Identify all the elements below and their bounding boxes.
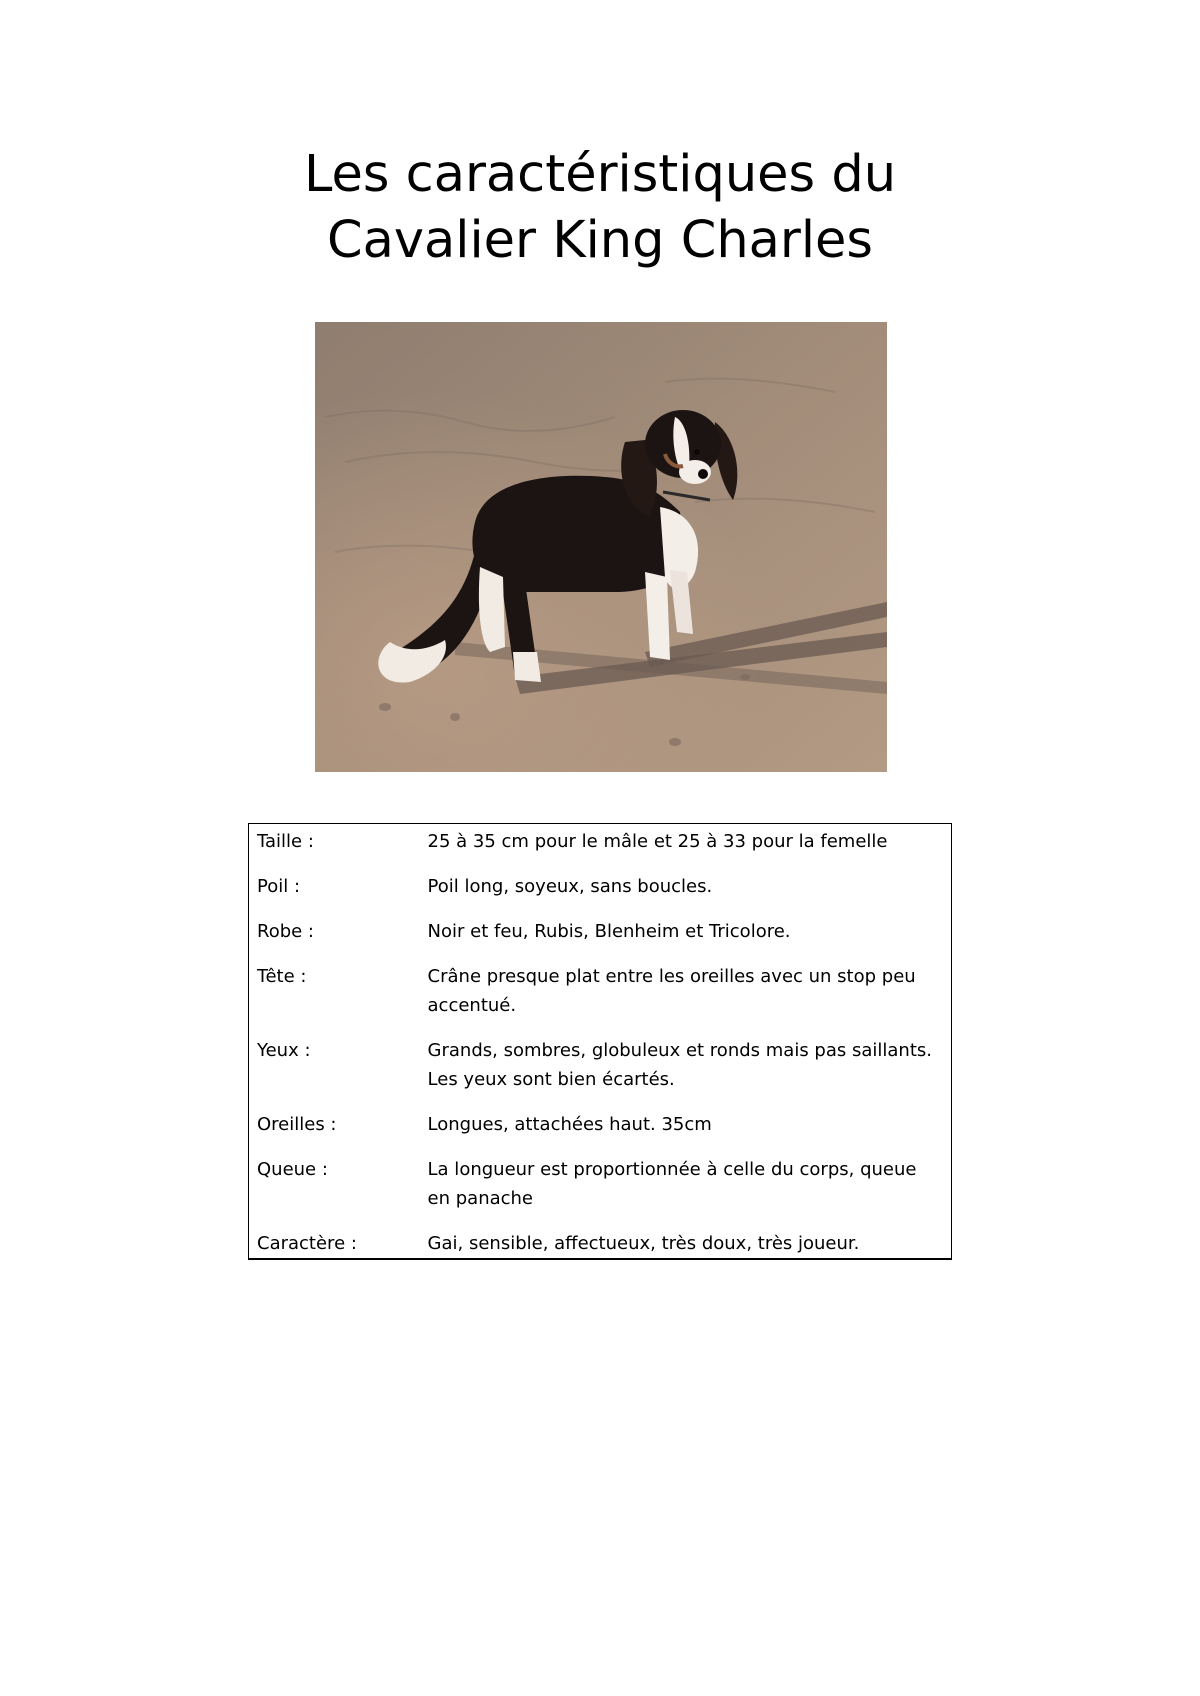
row-value: Poil long, soyeux, sans boucles. — [427, 876, 713, 897]
table-row — [249, 962, 952, 1036]
row-label: Poil : — [257, 876, 301, 897]
row-label: Yeux : — [257, 1040, 311, 1061]
characteristics-table — [248, 823, 952, 1260]
row-label: Robe : — [257, 921, 314, 942]
table-row — [249, 917, 952, 962]
row-value: Crâne presque plat entre les oreilles avec un stop peu accentué. — [427, 966, 916, 1016]
table-row — [249, 872, 952, 917]
title-line-2: Cavalier King Charles — [327, 211, 873, 270]
row-value: La longueur est proportionnée à celle du corps, queue en panache — [427, 1159, 917, 1209]
row-label: Taille : — [257, 831, 314, 852]
row-value: Longues, attachées haut. 35cm — [427, 1114, 712, 1135]
row-value: Grands, sombres, globuleux et ronds mais pas saillants. Les yeux sont bien écartés. — [427, 1040, 932, 1090]
row-label: Tête : — [257, 966, 307, 987]
row-label: Oreilles : — [257, 1114, 337, 1135]
row-label: Caractère : — [257, 1233, 357, 1254]
row-value: Noir et feu, Rubis, Blenheim et Tricolore. — [427, 921, 791, 942]
table-row — [249, 824, 952, 873]
table-row — [249, 1110, 952, 1155]
table-row — [249, 1229, 952, 1259]
row-label: Queue : — [257, 1159, 328, 1180]
table-row — [249, 1036, 952, 1110]
row-value: Gai, sensible, affectueux, très doux, très joueur. — [427, 1233, 860, 1254]
dog-photo — [315, 322, 887, 772]
table-row — [249, 1155, 952, 1229]
page-title — [0, 142, 1200, 274]
title-line-1: Les caractéristiques du — [303, 145, 897, 204]
row-value: 25 à 35 cm pour le mâle et 25 à 33 pour la femelle — [427, 831, 888, 852]
